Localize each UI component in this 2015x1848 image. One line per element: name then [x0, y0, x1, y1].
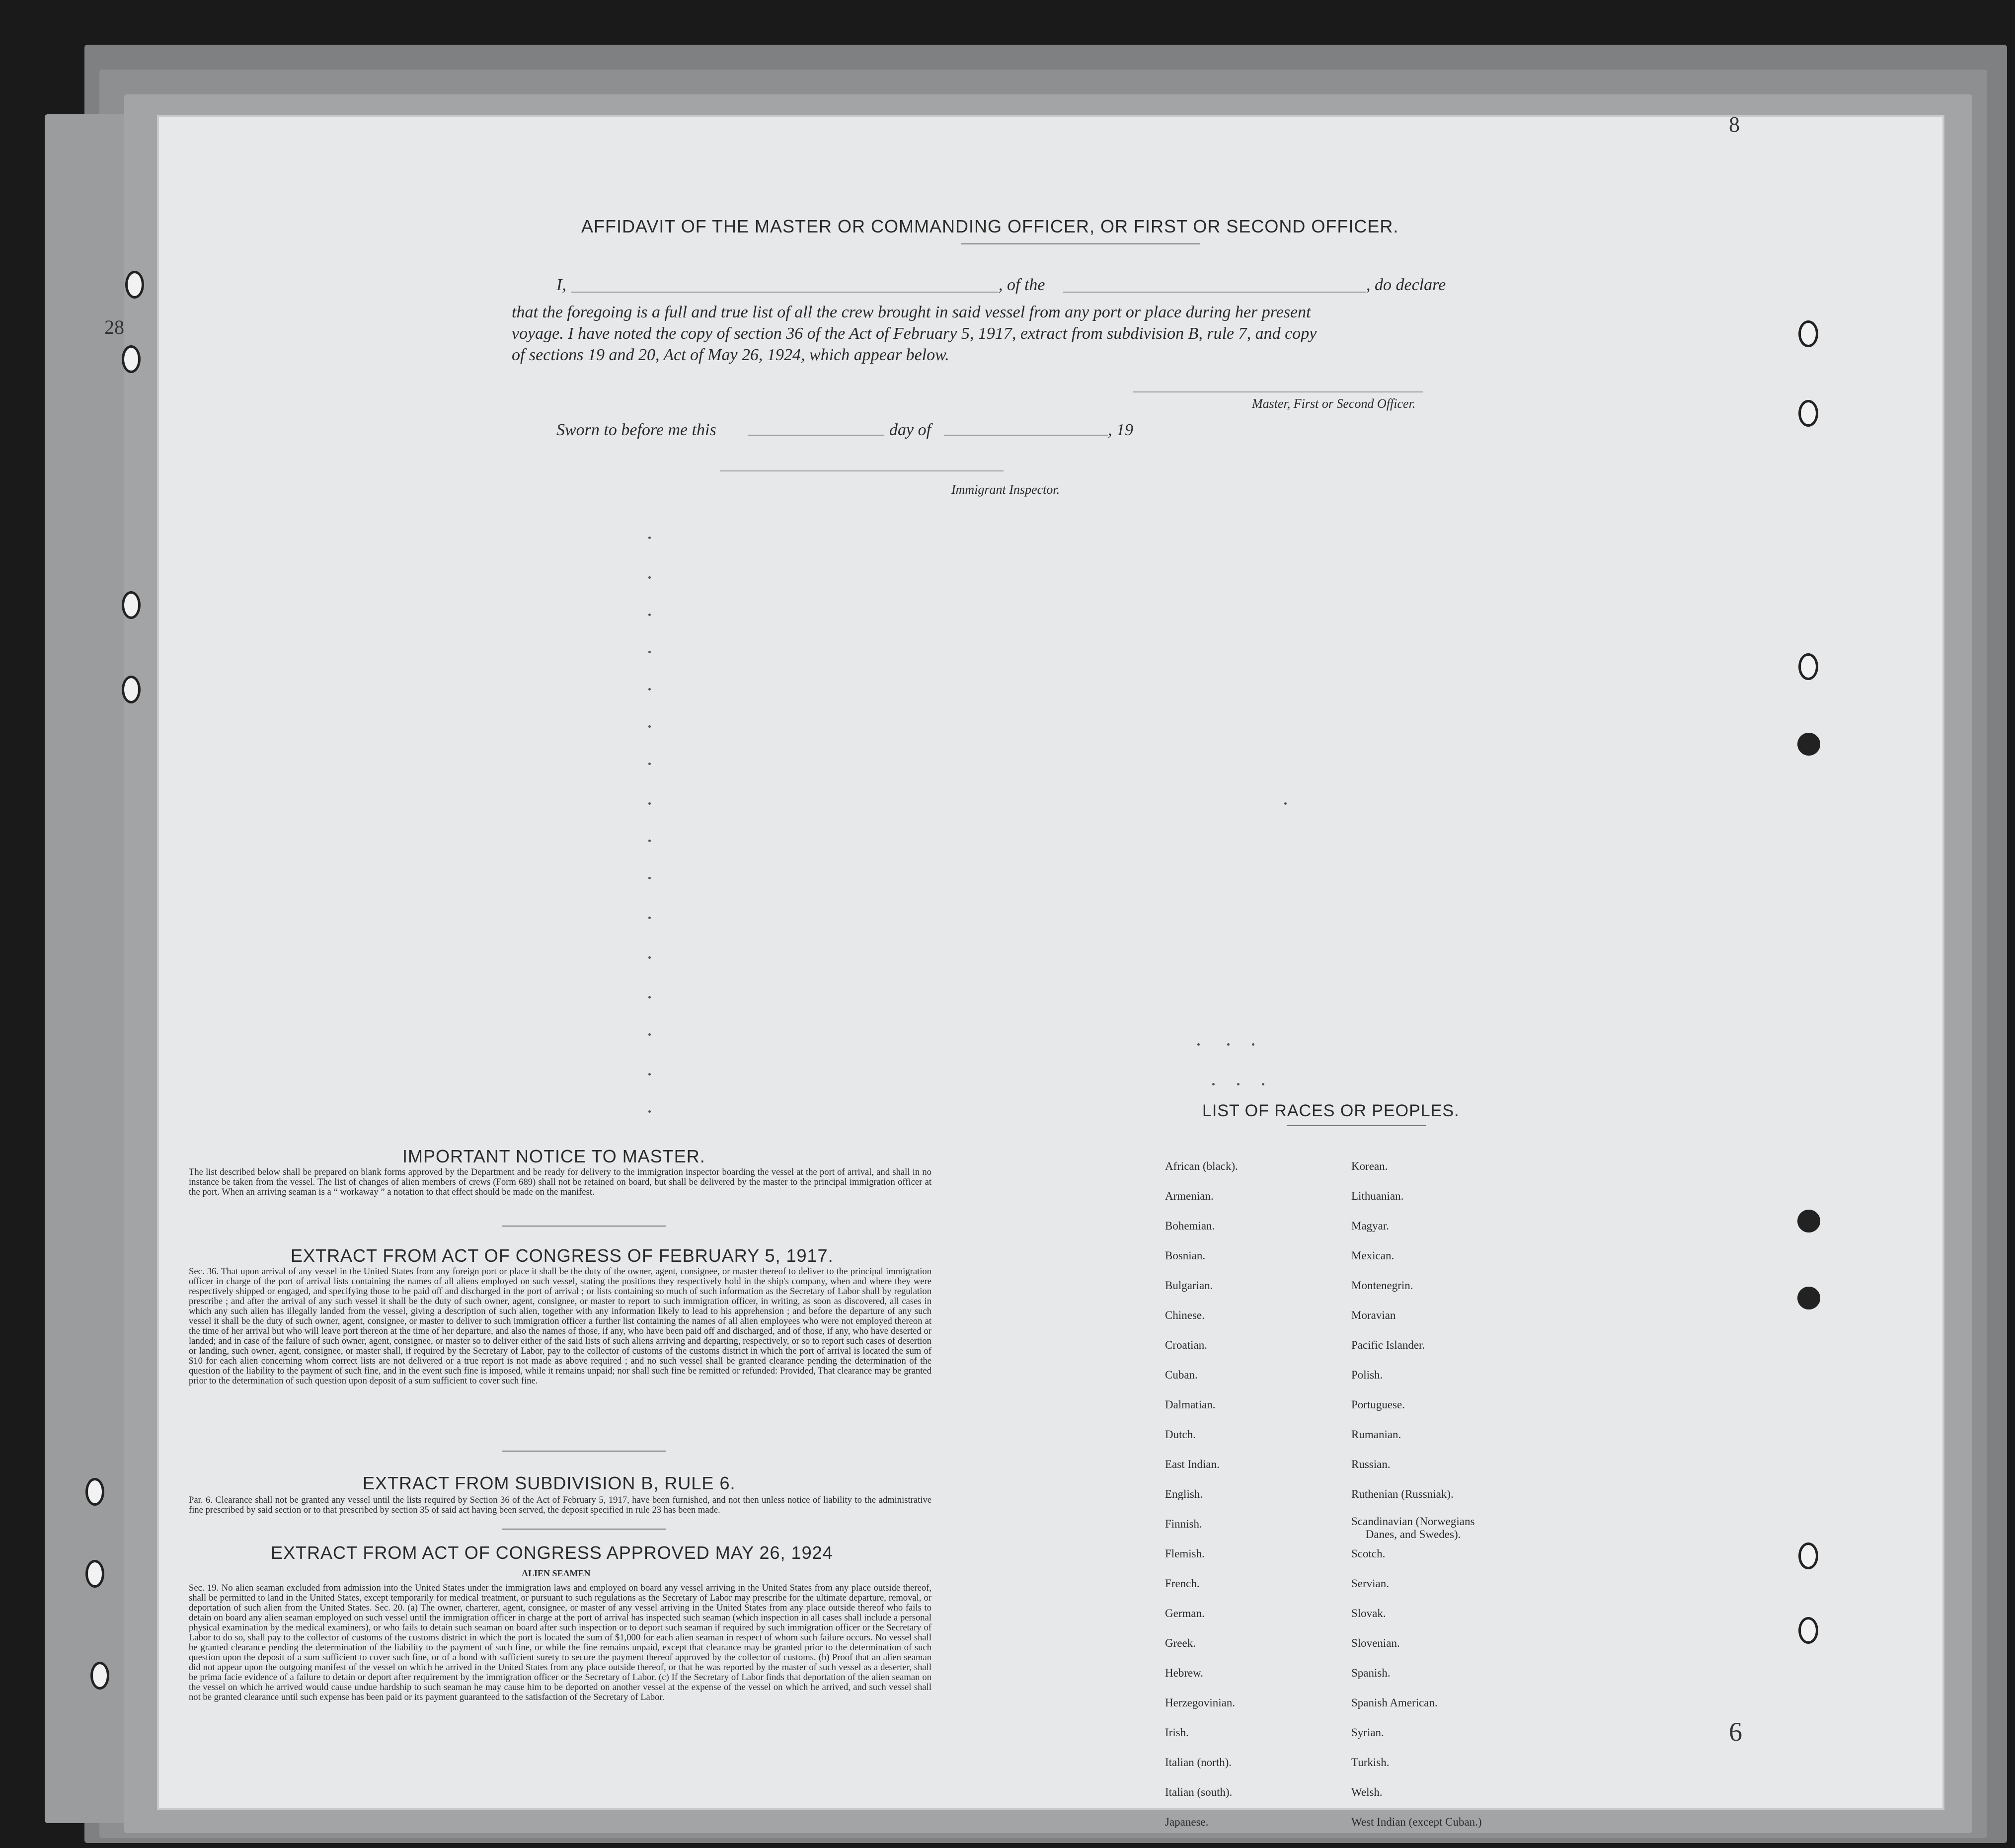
- race-item: Italian (south).: [1165, 1786, 1233, 1798]
- affidavit-of-the-label: , of the: [999, 276, 1045, 294]
- extract-1924-title: EXTRACT FROM ACT OF CONGRESS APPROVED MAY 26, 1924: [271, 1542, 833, 1563]
- race-item: Korean.: [1351, 1160, 1388, 1172]
- extract-1917-title: EXTRACT FROM ACT OF CONGRESS OF FEBRUARY 5, 1917.: [291, 1245, 834, 1266]
- punch-hole: [85, 1560, 104, 1588]
- affidavit-line-2: that the foregoing is a full and true list of all the crew brought in said vessel from any port or place during her present: [512, 303, 1311, 321]
- bleed-dot: [648, 1110, 651, 1113]
- race-item: Spanish American.: [1351, 1696, 1438, 1709]
- affidavit-line-4: of sections 19 and 20, Act of May 26, 1924, which appear below.: [512, 346, 949, 364]
- race-item: Bosnian.: [1165, 1249, 1206, 1262]
- punch-hole: [125, 271, 144, 299]
- race-item: Chinese.: [1165, 1309, 1205, 1321]
- race-item: African (black).: [1165, 1160, 1238, 1172]
- notice-text: The list described below shall be prepared on blank forms approved by the Department and be ready for delivery to the immigration inspector boarding the vessel at the port of arrival, and shall in no instance be taken from the vessel. The list of changes of alien members of crews (Form 689) shall not be retained on board, but shall be delivered by the master to the principal immigration officer at the port. When an arriving seaman is a “ workaway ” a notation to that effect should be made on the manifest.: [189, 1167, 931, 1197]
- race-item: Herzegovinian.: [1165, 1696, 1236, 1709]
- bleed-dot: [648, 688, 651, 691]
- bleed-dot: [648, 725, 651, 728]
- punch-hole: [1798, 1617, 1818, 1644]
- punch-hole: [122, 591, 141, 619]
- bleed-dot: [1252, 1043, 1254, 1046]
- extract-1924-text: Sec. 19. No alien seaman excluded from admission into the United States under the immigration laws and employed on board any vessel arriving in the United States from any place outside thereof, shall be permitted to land in the United States, except temporarily for medical treatment, or pursuant to such regulations as the Secretary of Labor may prescribe for the ultimate departure, removal, or deportation of such alien from the United States. Sec. 20. (a) The owner, charterer, agent, consignee, or master of any vessel arriving in the United States from any place outside thereof who fails to detain on board any alien seaman employed on such vessel until the immigration officer in charge at the port of arrival has inspected such seaman (which inspection in all cases shall include a personal physical examination by the medical examiners), or who fails to detain such seaman on board after such inspection or to deport such seaman if required by such immigration officer or the Secretary of Labor to do so, shall pay to the collector of customs of the customs district in which the port is located the sum of $1,000 for each alien seaman in respect of whom such failure occurs. No vessel shall be granted clearance pending the determination of the liability to the payment of such fine, or while the fine remains unpaid, except that clearance may be granted prior to the determination of such question upon the deposit of a sum sufficient to cover such fine, or of a bond with sufficient surety to secure the payment thereof approved by the collector of customs. (b) Proof that an alien seaman did not appear upon the outgoing manifest of the vessel on which he arrived in the United States from any place outside thereof, or that he was reported by the master of such vessel as a deserter, shall be prima facie evidence of a failure to detain or deport after requirement by the immigration officer or the Secretary of Labor. (c) If the Secretary of Labor finds that deportation of the alien seaman on the vessel on which he arrived would cause undue hardship to such seaman he may cause him to be deported on another vessel at the expense of the vessel on which he arrived, and such vessel shall not be granted clearance until such expense has been paid or its payment guaranteed to the satisfaction of the Secretary of Labor.: [189, 1583, 931, 1702]
- bleed-dot: [648, 802, 651, 805]
- punch-hole: [1798, 320, 1818, 347]
- race-item: Irish.: [1165, 1726, 1189, 1739]
- race-item: Portuguese.: [1351, 1398, 1405, 1411]
- sworn-day-line[interactable]: [748, 435, 884, 436]
- extract-1917-text: Sec. 36. That upon arrival of any vessel in the United States from any foreign port or place it shall be the duty of the owner, agent, consignee, or master thereof to deliver to the principal immigration officer in charge of the port of arrival lists containing the names of all aliens employed on such vessel, stating the positions they respectively hold in the ship's company, when and where they were respectively shipped or engaged, and specifying those to be paid off and discharged in the port of arrival ; or lists containing so much of such information as the Secretary of Labor shall by regulation prescribe ; and after the arrival of any such vessel it shall be the duty of such owner, agent, consignee, or master to report to such immigration officer, in writing, as soon as discovered, all cases in which any such alien has illegally landed from the vessel, giving a description of such alien, together with any information likely to lead to his apprehension ; and before the departure of any such vessel it shall be the duty of such owner, agent, consignee, or master to deliver to such immigration officer a further list containing the names of all alien employees who were not employed thereon at the time of her arrival but who will leave port thereon at the time of her departure, and also the names of those, if any, who have been paid off and discharged, and of those, if any, who have deserted or landed; and in case of the failure of such owner, agent, consignee, or master so to deliver either of the said lists of such aliens arriving and departing, respectively, or so to report such cases of desertion or landing, such owner, agent, consignee, or master shall, if required by the Secretary of Labor, pay to the collector of customs of the customs district in which the port of arrival is located the sum of $10 for each alien concerning whom correct lists are not delivered or a true report is not made as above required ; and no such vessel shall be granted clearance pending the determination of the question of the liability to the payment of such fine, and in the event such fine is imposed, while it remains unpaid; nor shall such fine be remitted or refunded: Provided, That clearance may be granted prior to the determination of such question upon deposit of a sum sufficient to cover such fine.: [189, 1266, 931, 1386]
- race-item: Syrian.: [1351, 1726, 1384, 1739]
- bleed-dot: [648, 1033, 651, 1036]
- punch-hole: [122, 345, 141, 373]
- handwritten-mark: 28: [104, 316, 124, 338]
- punch-hole: [122, 676, 141, 703]
- race-item: West Indian (except Cuban.): [1351, 1816, 1482, 1828]
- bleed-dot: [648, 877, 651, 879]
- divider: [961, 243, 1200, 244]
- manifest-page: [104, 112, 1942, 1828]
- race-item: Dalmatian.: [1165, 1398, 1216, 1411]
- divider: [502, 1451, 666, 1452]
- bleed-dot: [648, 651, 651, 653]
- bleed-dot: [648, 1073, 651, 1076]
- race-item: Croatian.: [1165, 1339, 1207, 1351]
- vessel-field-line[interactable]: [1063, 292, 1366, 293]
- races-title: LIST OF RACES OR PEOPLES.: [1202, 1101, 1460, 1120]
- race-item: Montenegrin.: [1351, 1279, 1413, 1292]
- master-signature-label: Master, First or Second Officer.: [1252, 396, 1416, 411]
- race-item: Russian.: [1351, 1458, 1391, 1470]
- race-item: Flemish.: [1165, 1547, 1205, 1560]
- handwritten-page-number: 6: [1729, 1717, 1742, 1747]
- race-item: Magyar.: [1351, 1220, 1390, 1232]
- bleed-dot: [1197, 1043, 1200, 1046]
- race-item: Japanese.: [1165, 1816, 1209, 1828]
- race-item: Polish.: [1351, 1369, 1383, 1381]
- punch-hole: [1797, 1210, 1820, 1232]
- punch-hole: [1797, 733, 1820, 756]
- punch-hole: [1798, 400, 1818, 427]
- bleed-dot: [648, 956, 651, 959]
- race-item: Bohemian.: [1165, 1220, 1215, 1232]
- race-item: Bulgarian.: [1165, 1279, 1213, 1292]
- divider: [502, 1226, 666, 1227]
- race-item: English.: [1165, 1488, 1203, 1500]
- punch-hole: [90, 1662, 109, 1690]
- inspector-signature-line[interactable]: [720, 470, 1004, 471]
- alien-seamen-subtitle: ALIEN SEAMEN: [522, 1568, 591, 1578]
- sworn-label: Sworn to before me this: [556, 421, 716, 439]
- race-item: Dutch.: [1165, 1428, 1196, 1441]
- race-item: Slovenian.: [1351, 1637, 1400, 1649]
- race-item: Lithuanian.: [1351, 1190, 1404, 1202]
- affidavit-i-label: I,: [556, 276, 566, 294]
- bleed-dot: [648, 614, 651, 616]
- bleed-dot: [1227, 1043, 1230, 1046]
- divider: [502, 1529, 666, 1530]
- race-item: Ruthenian (Russniak).: [1351, 1488, 1454, 1500]
- race-item: Turkish.: [1351, 1756, 1390, 1769]
- race-item: Finnish.: [1165, 1518, 1202, 1530]
- race-item: Scotch.: [1351, 1547, 1386, 1560]
- punch-hole: [1798, 653, 1818, 680]
- handwritten-mark: 8: [1729, 112, 1740, 137]
- bleed-dot: [1237, 1083, 1240, 1085]
- race-item: Slovak.: [1351, 1607, 1386, 1619]
- name-field-line[interactable]: [571, 292, 999, 293]
- master-signature-line[interactable]: [1133, 391, 1423, 392]
- race-item: East Indian.: [1165, 1458, 1220, 1470]
- race-item: French.: [1165, 1577, 1200, 1590]
- race-item: Scandinavian (Norwegians Danes, and Swedes).: [1351, 1515, 1475, 1540]
- race-item: German.: [1165, 1607, 1205, 1619]
- bleed-dot: [648, 537, 651, 539]
- divider: [1287, 1125, 1426, 1126]
- day-of-label: day of: [889, 421, 931, 439]
- bleed-dot: [648, 917, 651, 919]
- affidavit-title: AFFIDAVIT OF THE MASTER OR COMMANDING OFFICER, OR FIRST OR SECOND OFFICER.: [581, 216, 1399, 236]
- bleed-dot: [648, 996, 651, 999]
- rule-6-title: EXTRACT FROM SUBDIVISION B, RULE 6.: [363, 1473, 736, 1493]
- race-item: Armenian.: [1165, 1190, 1214, 1202]
- notice-title: IMPORTANT NOTICE TO MASTER.: [402, 1146, 705, 1166]
- punch-hole: [85, 1478, 104, 1506]
- bleed-dot: [648, 840, 651, 842]
- affidavit-line-3: voyage. I have noted the copy of section 36 of the Act of February 5, 1917, extract from subdivision B, rule 7, and copy: [512, 324, 1317, 343]
- inspector-signature-label: Immigrant Inspector.: [951, 482, 1060, 497]
- race-item: Hebrew.: [1165, 1667, 1204, 1679]
- race-item: Servian.: [1351, 1577, 1390, 1590]
- race-item: Spanish.: [1351, 1667, 1391, 1679]
- race-item: Rumanian.: [1351, 1428, 1401, 1441]
- bleed-dot: [648, 763, 651, 765]
- rule-6-text: Par. 6. Clearance shall not be granted any vessel until the lists required by Section 36 of the Act of February 5, 1917, have been furnished, and not then unless notice of liability to the administrative fine prescribed by said section or to that prescribed by section 35 of said act having been served, the deposit specified in rule 23 has been made.: [189, 1495, 931, 1515]
- race-item: Cuban.: [1165, 1369, 1198, 1381]
- race-item: Pacific Islander.: [1351, 1339, 1425, 1351]
- race-item: Welsh.: [1351, 1786, 1383, 1798]
- bleed-dot: [1284, 802, 1287, 805]
- sworn-month-line[interactable]: [944, 435, 1108, 436]
- race-item: Moravian: [1351, 1309, 1396, 1321]
- punch-hole: [1798, 1542, 1818, 1569]
- bleed-dot: [648, 576, 651, 579]
- year-label: , 19: [1108, 421, 1133, 439]
- race-item: Greek.: [1165, 1637, 1196, 1649]
- race-item: Italian (north).: [1165, 1756, 1232, 1769]
- bleed-dot: [1212, 1083, 1215, 1085]
- affidavit-declare-label: , do declare: [1366, 276, 1446, 294]
- bleed-dot: [1262, 1083, 1264, 1085]
- race-item: Mexican.: [1351, 1249, 1395, 1262]
- punch-hole: [1797, 1287, 1820, 1309]
